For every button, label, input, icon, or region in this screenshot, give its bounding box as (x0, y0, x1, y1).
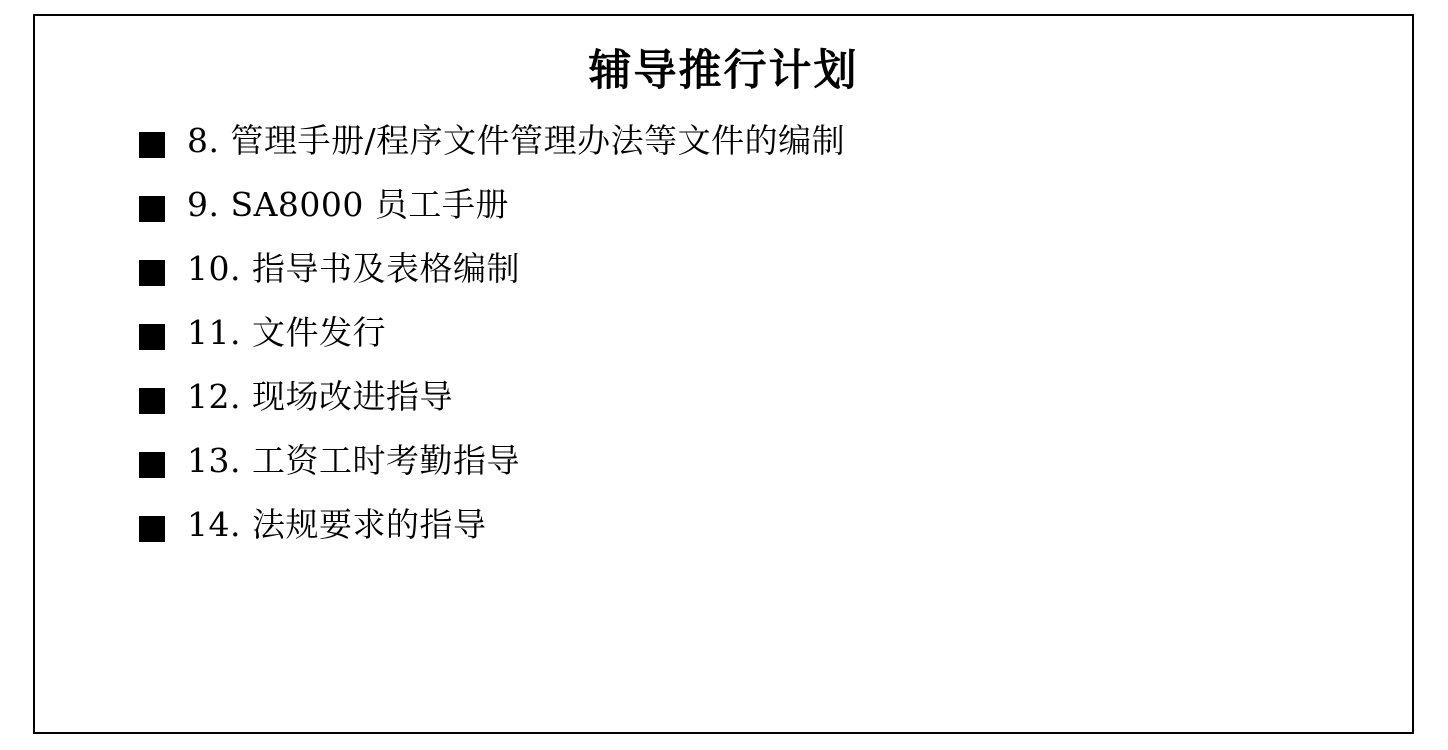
list-item (35, 123, 1412, 160)
list-item (35, 443, 1412, 480)
list-item (35, 507, 1412, 544)
page-title: 辅导推行计划 (588, 46, 859, 96)
filled-square-icon (139, 260, 165, 286)
list-item (35, 315, 1412, 352)
list-item (35, 187, 1412, 224)
filled-square-icon (139, 324, 165, 350)
list-item-label: 13. 工资工时考勤指导 (187, 441, 520, 481)
filled-square-icon (139, 132, 165, 158)
filled-square-icon (139, 196, 165, 222)
list-item (35, 379, 1412, 416)
list-item-label: 11. 文件发行 (187, 313, 386, 353)
filled-square-icon (139, 516, 165, 542)
list-item-label: 14. 法规要求的指导 (187, 505, 487, 545)
list-item-label: 10. 指导书及表格编制 (187, 249, 520, 289)
filled-square-icon (139, 388, 165, 414)
list-item (35, 251, 1412, 288)
list-item-label: 9. SA8000 员工手册 (187, 185, 509, 225)
slide-frame (33, 14, 1414, 734)
list-item-label: 12. 现场改进指导 (187, 377, 453, 417)
bullet-list (35, 123, 1412, 544)
filled-square-icon (139, 452, 165, 478)
list-item-label: 8. 管理手册/程序文件管理办法等文件的编制 (187, 121, 846, 161)
